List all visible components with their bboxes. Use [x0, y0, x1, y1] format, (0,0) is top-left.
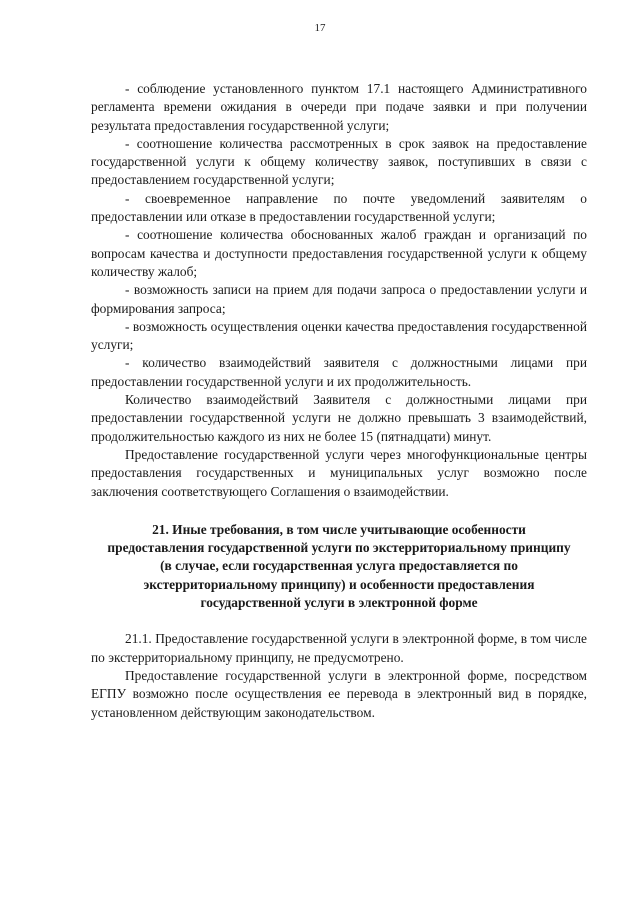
body-paragraph: Предоставление государственной услуги в электронной форме, посредством ЕГПУ возможно после осуществления ее перевода в электронный вид в порядке, установленном действующим законодательством. [91, 667, 587, 720]
bullet-item: - соблюдение установленного пунктом 17.1 настоящего Административного регламента времени ожидания в очереди при подаче заявки и при получении результата предоставления государственной услуги; [91, 81, 587, 133]
document-body [91, 80, 587, 722]
bullet-item: - возможность осуществления оценки качества предоставления государственной услуги; [91, 318, 587, 353]
spacer [91, 501, 587, 521]
body-paragraph: 21.1. Предоставление государственной услуги в электронной форме, в том числе по экстерриториальному принципу, не предусмотрено. [91, 631, 587, 665]
bullet-item: - соотношение количества рассмотренных в срок заявок на предоставление государственной услуги к общему количеству заявок, поступивших в связи с предоставлением государственной услуги; [91, 135, 587, 188]
page-number: 17 [314, 22, 326, 34]
body-paragraph: Предоставление государственной услуги через многофункциональные центры предоставления государственных и муниципальных услуг возможно после заключения соответствующего Соглашения о взаимодействии. [91, 446, 587, 499]
bullet-item: - количество взаимодействий заявителя с должностными лицами при предоставлении государственной услуги и их продолжительность. [91, 355, 587, 389]
section-heading: 21. Иные требования, в том числе учитывающие особенности предоставления государственной услуги по экстерриториальному принципу (в случае, если государственная услуга предоставляется по экстерриториальному принципу) и особенности предоставления государственной услуги в электронной форме [107, 521, 571, 611]
bullet-item: - возможность записи на прием для подачи запроса о предоставлении услуги и формирования запроса; [91, 282, 587, 316]
body-paragraph: Количество взаимодействий Заявителя с должностными лицами при предоставлении государственной услуги не должно превышать 3 взаимодействий, продолжительностью каждого из них не более 15 (пятнадцати) минут. [91, 392, 587, 444]
bullet-item: - соотношение количества обоснованных жалоб граждан и организаций по вопросам качества и доступности предоставления государственной услуги к общему количеству жалоб; [91, 227, 587, 279]
bullet-item: - своевременное направление по почте уведомлений заявителям о предоставлении или отказе в предоставлении государственной услуги; [91, 190, 587, 225]
spacer [91, 612, 587, 630]
